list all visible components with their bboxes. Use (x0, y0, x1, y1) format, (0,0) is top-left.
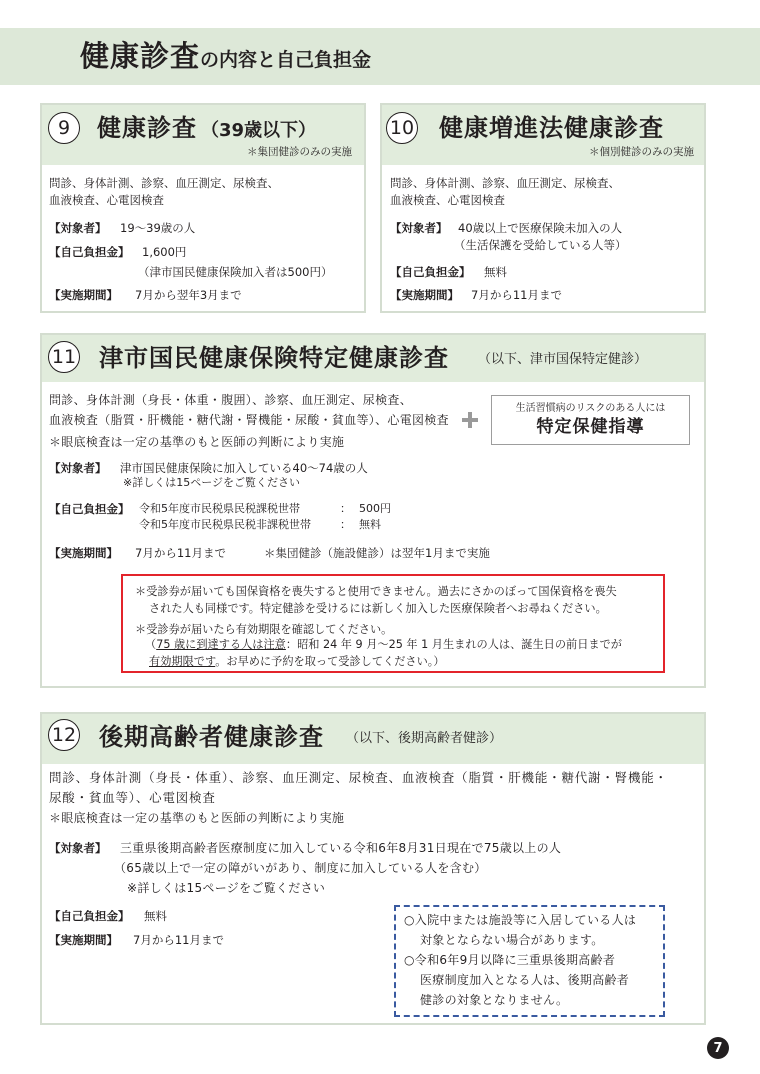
section-number: 10 (389, 116, 415, 139)
page-title-main: 健康診査 (80, 39, 201, 73)
period-note: ＊集団健診（施設健診）は翌年1月まで実施 (264, 546, 490, 560)
cost-label: 【自己負担金】 (49, 245, 130, 259)
target-note: （生活保護を受給している人等） (454, 238, 627, 252)
notice-line: ○入院中または施設等に入居している人は (404, 913, 637, 927)
warning-emphasis: 有効期限です (149, 655, 216, 668)
exam-list-line: 血液検査、心電図検査 (390, 193, 505, 207)
exam-note-line: ＊眼底検査は一定の基準のもと医師の判断により実施 (49, 811, 345, 825)
section-title-suffix: （39歳以下） (201, 120, 317, 141)
cost-label: 【自己負担金】 (49, 502, 130, 516)
target-value: 三重県後期高齢者医療制度に加入している令和6年8月31日現在で75歳以上の人 (120, 841, 562, 855)
cost-label: 【自己負担金】 (49, 909, 130, 923)
section-title: 健康診査 (97, 114, 197, 142)
section-10-number-badge (386, 112, 418, 144)
section-10-card (380, 103, 706, 313)
specific-health-guidance-box (491, 395, 690, 445)
target-note: （65歳以上で一定の障がいがあり、制度に加入している人を含む） (114, 861, 487, 875)
warning-emphasis: 75 歳に到達する人は注意 (156, 638, 286, 651)
target-value: 津市国民健康保険に加入している40～74歳の人 (120, 461, 368, 475)
period-label: 【実施期間】 (390, 288, 459, 302)
target-reference: ※詳しくは15ページをご覧ください (123, 476, 300, 489)
warning-box (121, 574, 665, 673)
section-number: 12 (51, 723, 77, 746)
exam-list-line: 問診、身体計測（身長・体重・腹囲）、診察、血圧測定、尿検査、 (49, 393, 413, 407)
exam-note-line: ＊眼底検査は一定の基準のもと医師の判断により実施 (49, 435, 345, 449)
page-header-band (0, 28, 760, 85)
period-label: 【実施期間】 (49, 288, 118, 302)
notice-box (394, 905, 665, 1017)
notice-line: ○令和6年9月以降に三重県後期高齢者 (404, 953, 616, 967)
cost-value: 1,600円 (142, 245, 187, 259)
cost-row-name: 令和5年度市民税県民税課税世帯 (139, 502, 300, 515)
section-9-number-badge (48, 112, 80, 144)
section-12-card (40, 712, 706, 1025)
warning-open-paren: （ (145, 638, 157, 651)
target-value: 40歳以上で医療保険未加入の人 (458, 221, 623, 235)
exam-list-line: 問診、身体計測、診察、血圧測定、尿検査、 (390, 176, 620, 190)
target-value: 19～39歳の人 (120, 221, 196, 235)
target-label: 【対象者】 (49, 461, 107, 475)
cost-row-separator: ： (340, 502, 351, 515)
guidance-lead: 生活習慣病のリスクのある人には (515, 403, 666, 414)
period-value: 7月から翌年3月まで (135, 288, 242, 302)
section-12-title-row (99, 722, 324, 752)
warning-line: ＊受診券が届いても国保資格を喪失すると使用できません。過去にさかのぼって国保資格を喪失 (135, 585, 617, 598)
section-11-card (40, 333, 706, 688)
section-title: 津市国民健康保険特定健康診査 (99, 344, 449, 372)
exam-list-line: 血液検査（脂質・肝機能・糖代謝・腎機能・尿酸・貧血等）、心電図検査 (49, 413, 449, 427)
notice-line: 対象とならない場合があります。 (420, 933, 604, 947)
cost-row-name: 令和5年度市民税県民税非課税世帯 (139, 518, 311, 531)
guidance-title: 特定保健指導 (536, 417, 645, 437)
period-value: 7月から11月まで (471, 288, 562, 302)
target-label: 【対象者】 (390, 221, 448, 235)
page-number (707, 1037, 729, 1059)
target-label: 【対象者】 (49, 841, 107, 855)
cost-row-value: 500円 (359, 502, 391, 515)
warning-line (149, 655, 445, 669)
warning-text: 。お早めに予約を取って受診してください。） (215, 655, 445, 668)
section-9-card (40, 103, 366, 313)
section-note: ＊個別健診のみの実施 (589, 146, 694, 158)
cost-note: （津市国民健康保険加入者は500円） (138, 265, 333, 279)
exam-list-line: 問診、身体計測（身長・体重）、診察、血圧測定、尿検査、血液検査（脂質・肝機能・糖代謝・腎機能・ (49, 770, 668, 785)
section-subtitle: （以下、後期高齢者健診） (346, 731, 503, 746)
section-number: 9 (57, 116, 71, 139)
section-note: ＊集団健診のみの実施 (247, 146, 352, 158)
cost-value: 無料 (144, 909, 167, 923)
cost-value: 無料 (484, 265, 507, 279)
target-label: 【対象者】 (49, 221, 107, 235)
section-10-title-row (439, 113, 664, 143)
section-title: 健康増進法健康診査 (439, 114, 664, 142)
page-title (80, 39, 371, 77)
period-label: 【実施期間】 (49, 933, 118, 947)
cost-row-separator: ： (340, 518, 351, 531)
warning-text: ：昭和 24 年 9 月～25 年 1 月生まれの人は、誕生日の前日までが (285, 638, 622, 651)
section-11-title-row (99, 343, 449, 373)
cost-row-value: 無料 (359, 518, 381, 531)
notice-line: 健診の対象となりません。 (420, 993, 569, 1007)
warning-line: ＊受診券が届いたら有効期限を確認してください。 (135, 623, 393, 636)
section-number: 11 (51, 345, 77, 368)
warning-line (145, 638, 622, 652)
period-value: 7月から11月まで (133, 933, 224, 947)
section-12-number-badge (48, 719, 80, 751)
section-11-number-badge (48, 341, 80, 373)
page-title-sub: の内容と自己負担金 (200, 49, 372, 71)
section-subtitle: （以下、津市国保特定健診） (478, 352, 648, 367)
period-label: 【実施期間】 (49, 546, 118, 560)
warning-line: された人も同様です。特定健診を受けるには新しく加入した医療保険者へお尋ねください。 (149, 602, 607, 615)
plus-icon (462, 412, 478, 428)
section-title: 後期高齢者健康診査 (99, 723, 324, 751)
target-reference: ※詳しくは15ページをご覧ください (127, 881, 326, 895)
page-number-text: 7 (713, 1040, 723, 1056)
section-9-title-row (97, 113, 316, 146)
exam-list-line: 問診、身体計測、診察、血圧測定、尿検査、 (49, 176, 279, 190)
period-value: 7月から11月まで (135, 546, 226, 560)
notice-line: 医療制度加入となる人は、後期高齢者 (420, 973, 630, 987)
cost-label: 【自己負担金】 (390, 265, 471, 279)
exam-list-line: 尿酸・貧血等）、心電図検査 (49, 790, 216, 805)
exam-list-line: 血液検査、心電図検査 (49, 193, 164, 207)
